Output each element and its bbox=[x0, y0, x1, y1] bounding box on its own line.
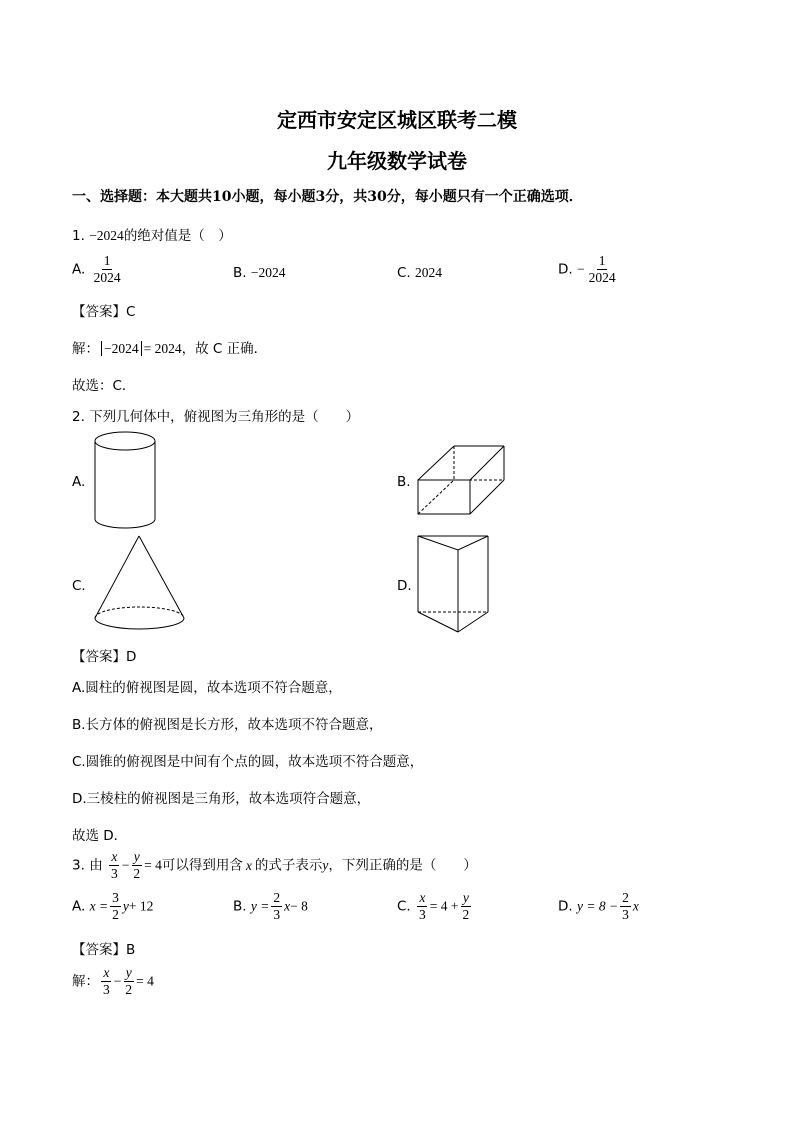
fraction: $\frac{3}{2}$ bbox=[112, 890, 119, 923]
q2-explanation-b: B.长方体的俯视图是长方形，故本选项不符合题意， bbox=[72, 717, 383, 733]
cylinder-figure bbox=[90, 428, 160, 532]
document-subtitle: 九年级数学试卷 bbox=[327, 149, 467, 173]
cone-figure bbox=[90, 532, 190, 638]
option-label: A. bbox=[72, 261, 86, 278]
variable: x bbox=[245, 857, 252, 873]
variable: y bbox=[322, 857, 329, 873]
fraction: $\frac{y}{2}$ bbox=[462, 890, 470, 923]
question-number: 2. bbox=[72, 409, 85, 425]
option-value: −2024 bbox=[250, 265, 286, 280]
answer-value: D bbox=[126, 649, 137, 665]
q1-option-a bbox=[72, 254, 125, 285]
absolute-value: −2024 bbox=[101, 341, 142, 356]
answer-tag: 【答案】 bbox=[72, 942, 126, 958]
option-label: A. bbox=[72, 898, 86, 915]
option-label: B. bbox=[233, 265, 247, 281]
equation: = 4 bbox=[136, 973, 154, 989]
question-number: 1. bbox=[72, 228, 85, 244]
cuboid-figure bbox=[416, 442, 508, 518]
solution-tail: ，故 C 正确． bbox=[181, 341, 268, 357]
q3-option-c: C. $\frac{x}{3}$ = 4 + $\frac{y}{2}$ bbox=[397, 890, 470, 923]
fraction: $\frac{2}{3}$ bbox=[622, 890, 629, 923]
q1-option-c bbox=[397, 265, 442, 281]
minus-sign: − bbox=[576, 261, 585, 277]
question-1-stem bbox=[72, 224, 232, 244]
q2-label-c: C. bbox=[72, 578, 86, 594]
q3-answer bbox=[72, 938, 135, 958]
q1-option-b bbox=[233, 265, 285, 281]
minus-sign: − bbox=[121, 857, 130, 873]
equation: = 4 bbox=[144, 857, 162, 873]
option-label: D. bbox=[558, 261, 573, 278]
fraction: $\frac{x}{3}$ bbox=[110, 849, 118, 882]
q2-label-d: D. bbox=[397, 578, 412, 594]
solution-prefix: 解： bbox=[72, 341, 99, 357]
q3-stem-mid2: 的式子表示 bbox=[254, 857, 323, 874]
q3-stem-mid: 可以得到用含 bbox=[161, 857, 243, 874]
q2-explanation-d: D.三棱柱的俯视图是三角形，故本选项符合题意， bbox=[72, 791, 371, 807]
q2-stem-text: 下列几何体中，俯视图为三角形的是（ ） bbox=[89, 409, 360, 425]
q2-answer bbox=[72, 645, 136, 665]
fraction: $\frac{x}{3}$ bbox=[103, 965, 110, 998]
triangular-prism-figure bbox=[416, 532, 492, 636]
question-number: 3. bbox=[72, 857, 85, 874]
q3-stem-prefix: 由 bbox=[89, 857, 103, 874]
question-3-stem bbox=[72, 850, 477, 881]
solution-prefix: 解： bbox=[72, 973, 99, 990]
q1-option-d bbox=[558, 254, 620, 285]
q1-choose: 故选：C． bbox=[72, 378, 136, 394]
q2-explanation-c: C.圆锥的俯视图是中间有个点的圆，故本选项不符合题意， bbox=[72, 754, 424, 770]
answer-tag: 【答案】 bbox=[72, 649, 126, 665]
q2-choose: 故选 D． bbox=[72, 828, 128, 844]
answer-tag: 【答案】 bbox=[72, 304, 126, 320]
answer-value: C bbox=[126, 304, 136, 320]
option-label: C. bbox=[397, 265, 411, 281]
fraction: $\frac{y}{2}$ bbox=[125, 965, 133, 998]
q2-label-a: A. bbox=[72, 474, 86, 490]
option-label: D. bbox=[558, 898, 573, 915]
q3-option-b: B. y = $\frac{2}{3}$ x− 8 bbox=[233, 890, 308, 923]
fraction: $\frac{2}{3}$ bbox=[273, 890, 281, 923]
option-label: B. bbox=[233, 898, 247, 915]
q2-explanation-a: A.圆柱的俯视图是圆，故本选项不符合题意， bbox=[72, 680, 342, 696]
option-label: C. bbox=[397, 898, 411, 915]
answer-value: B bbox=[126, 942, 136, 958]
q1-stem-text: 的绝对值是（ ） bbox=[123, 228, 232, 244]
minus-sign: − bbox=[113, 973, 122, 989]
q1-answer bbox=[72, 300, 135, 320]
fraction: $\frac{1}{2024}$ bbox=[588, 253, 616, 286]
document-title: 定西市安定区城区联考二模 bbox=[277, 108, 517, 132]
q3-option-a: A. x = $\frac{3}{2}$ y+ 12 bbox=[72, 890, 154, 923]
question-2-stem bbox=[72, 405, 359, 425]
fraction: $\frac{y}{2}$ bbox=[133, 849, 141, 882]
q3-solution bbox=[72, 966, 154, 997]
fraction: $\frac{1}{2024}$ bbox=[93, 253, 121, 286]
equation: = 2024 bbox=[143, 341, 182, 356]
q1-neg-number: −2024 bbox=[89, 228, 124, 243]
section-heading: 一、选择题：本大题共10小题，每小题3分，共30分，每小题只有一个正确选项． bbox=[72, 189, 583, 205]
q3-stem-tail: ，下列正确的是（ ） bbox=[328, 857, 477, 874]
q3-option-d: D. y = 8 − $\frac{2}{3}$ x bbox=[558, 890, 639, 923]
q2-label-b: B. bbox=[397, 474, 411, 490]
fraction: $\frac{x}{3}$ bbox=[419, 890, 426, 923]
option-value: 2024 bbox=[415, 265, 443, 280]
q1-solution bbox=[72, 337, 267, 357]
